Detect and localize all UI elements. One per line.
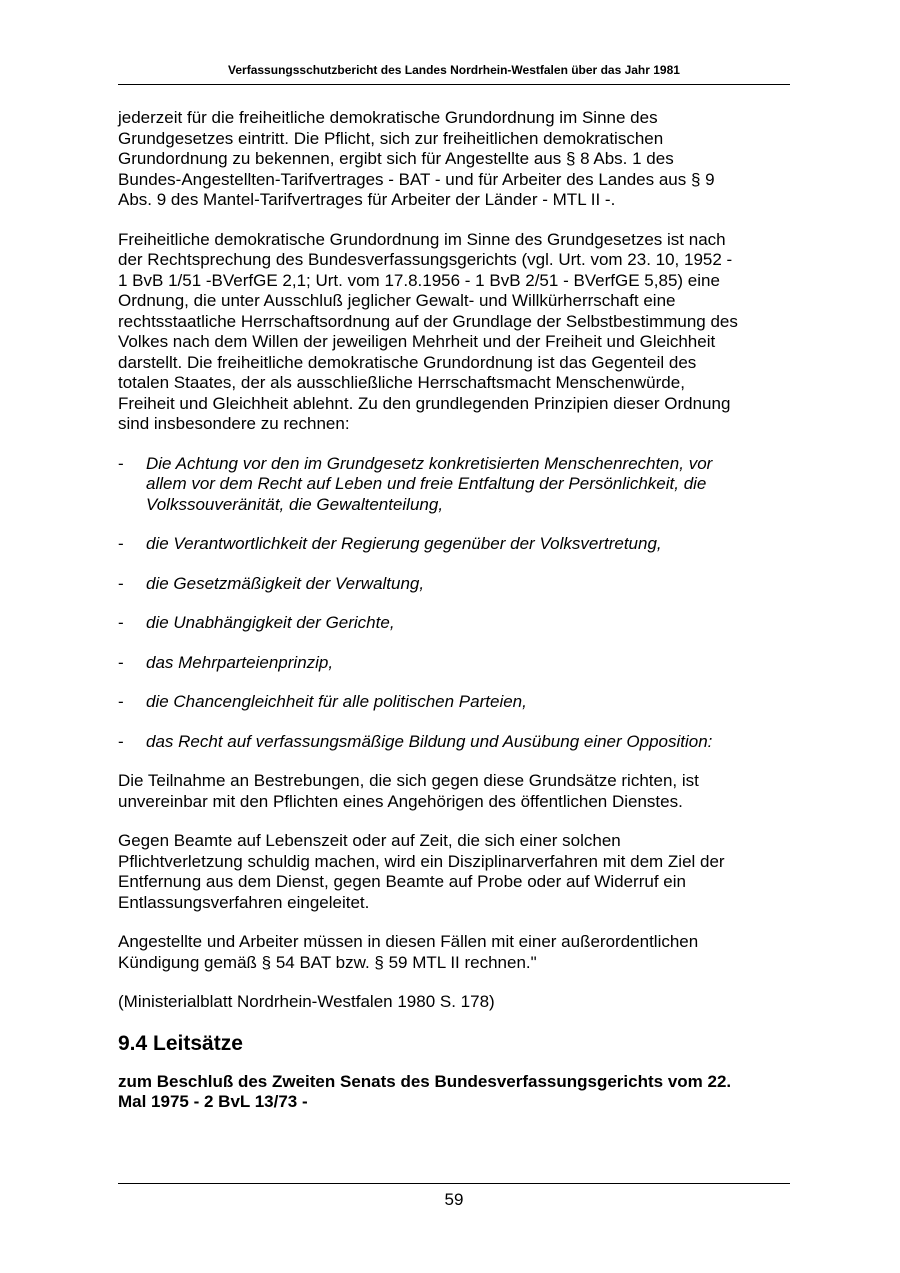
list-item xyxy=(118,613,790,634)
list-item-text xyxy=(146,534,662,553)
text-line: Volkes nach dem Willen der jeweiligen Mehrheit und der Freiheit und Gleichheit xyxy=(118,332,716,351)
text-line: Freiheitliche demokratische Grundordnung im Sinne des Grundgesetzes ist nach xyxy=(118,229,726,249)
running-header: Verfassungsschutzbericht des Landes Nordrhein-Westfalen über das Jahr 1981 xyxy=(228,63,680,77)
footer-divider xyxy=(118,1183,790,1184)
section-heading: 9.4 Leitsätze xyxy=(118,1031,243,1055)
list-item-text xyxy=(146,732,712,751)
list-dash: - xyxy=(118,692,124,711)
text-line: totalen Staates, der als ausschließliche Herrschaftsmacht Menschenwürde, xyxy=(118,373,685,392)
text-line: Angestellte und Arbeiter müssen in diesen Fällen mit einer außerordentlichen xyxy=(118,932,699,951)
list-dash: - xyxy=(118,573,124,593)
list-item xyxy=(118,574,790,595)
text-line: die Chancengleichheit für alle politischen Parteien, xyxy=(146,692,527,711)
section-subheading xyxy=(118,1072,790,1113)
list-item-text xyxy=(146,574,424,593)
text-line: die Gesetzmäßigkeit der Verwaltung, xyxy=(146,573,425,593)
text-line: Volkssouveränität, die Gewaltenteilung, xyxy=(146,494,444,514)
list-item-text xyxy=(146,692,527,711)
text-line: Freiheit und Gleichheit ablehnt. Zu den grundlegenden Prinzipien dieser Ordnung xyxy=(118,393,731,413)
list-dash: - xyxy=(118,731,124,751)
text-line: allem vor dem Recht auf Leben und freie Entfaltung der Persönlichkeit, die xyxy=(146,474,707,493)
list-item xyxy=(118,653,790,674)
text-line: darstellt. Die freiheitliche demokratische Grundordnung ist das Gegenteil des xyxy=(118,352,697,372)
text-line: Mal 1975 - 2 BvL 13/73 - xyxy=(118,1092,308,1111)
text-line: sind insbesondere zu rechnen: xyxy=(118,414,350,433)
list-item xyxy=(118,454,790,516)
list-dash: - xyxy=(118,613,124,632)
text-line: Pflichtverletzung schuldig machen, wird ein Disziplinarverfahren mit dem Ziel der xyxy=(118,851,725,871)
text-line: Die Achtung vor den im Grundgesetz konkretisierten Menschenrechten, vor xyxy=(146,453,713,473)
list-item xyxy=(118,534,790,555)
text-line: Bundes-Angestellten-Tarifvertrages - BAT - und für Arbeiter des Landes aus § 9 xyxy=(118,169,715,189)
paragraph-duty-statement xyxy=(118,108,790,211)
text-line: zum Beschluß des Zweiten Senats des Bundesverfassungsgerichts vom 22. xyxy=(118,1071,732,1091)
text-line: Grundordnung zu bekennen, ergibt sich für Angestellte aus § 8 Abs. 1 des xyxy=(118,149,674,168)
text-line: 1 BvB 1/51 -BVerfGE 2,1; Urt. vom 17.8.1956 - 1 BvB 2/51 - BVerfGE 5,85) eine xyxy=(118,270,720,290)
text-line: unvereinbar mit den Pflichten eines Angehörigen des öffentlichen Dienstes. xyxy=(118,791,683,811)
list-item-text xyxy=(146,653,333,672)
text-line: rechtsstaatliche Herrschaftsordnung auf der Grundlage der Selbstbestimmung des xyxy=(118,311,738,331)
list-item-text xyxy=(146,454,712,514)
paragraph-employees xyxy=(118,932,790,973)
header-divider xyxy=(118,84,790,85)
text-line: das Recht auf verfassungsmäßige Bildung und Ausübung einer Opposition: xyxy=(146,731,713,751)
text-line: das Mehrparteienprinzip, xyxy=(146,652,334,672)
text-line: Grundgesetzes eintritt. Die Pflicht, sich zur freiheitlichen demokratischen xyxy=(118,128,664,148)
list-item-text xyxy=(146,613,395,632)
text-line: jederzeit für die freiheitliche demokratische Grundordnung im Sinne des xyxy=(118,108,658,127)
list-dash: - xyxy=(118,652,124,672)
principles-list xyxy=(118,454,790,753)
paragraph-incompatibility xyxy=(118,771,790,812)
text-line: Entlassungsverfahren eingeleitet. xyxy=(118,892,370,912)
source-citation: (Ministerialblatt Nordrhein-Westfalen 1980 S. 178) xyxy=(118,992,495,1011)
text-line: der Rechtsprechung des Bundesverfassungsgerichts (vgl. Urt. vom 23. 10, 1952 - xyxy=(118,250,733,269)
page-content xyxy=(118,108,790,1132)
page-number: 59 xyxy=(444,1190,464,1209)
text-line: die Verantwortlichkeit der Regierung gegenüber der Volksvertretung, xyxy=(146,534,662,553)
text-line: Gegen Beamte auf Lebenszeit oder auf Zeit, die sich einer solchen xyxy=(118,831,621,850)
list-item xyxy=(118,692,790,713)
list-item xyxy=(118,732,790,753)
paragraph-disciplinary xyxy=(118,831,790,913)
text-line: Ordnung, die unter Ausschluß jeglicher Gewalt- und Willkürherrschaft eine xyxy=(118,291,676,310)
list-dash: - xyxy=(118,453,124,473)
text-line: Kündigung gemäß § 54 BAT bzw. § 59 MTL II rechnen." xyxy=(118,952,537,972)
list-dash: - xyxy=(118,534,124,553)
text-line: Abs. 9 des Mantel-Tarifvertrages für Arbeiter der Länder - MTL II -. xyxy=(118,190,616,209)
text-line: die Unabhängigkeit der Gerichte, xyxy=(146,613,395,632)
paragraph-fdgo-definition xyxy=(118,230,790,435)
text-line: Die Teilnahme an Bestrebungen, die sich gegen diese Grundsätze richten, ist xyxy=(118,771,699,790)
text-line: Entfernung aus dem Dienst, gegen Beamte auf Probe oder auf Widerruf ein xyxy=(118,872,686,891)
